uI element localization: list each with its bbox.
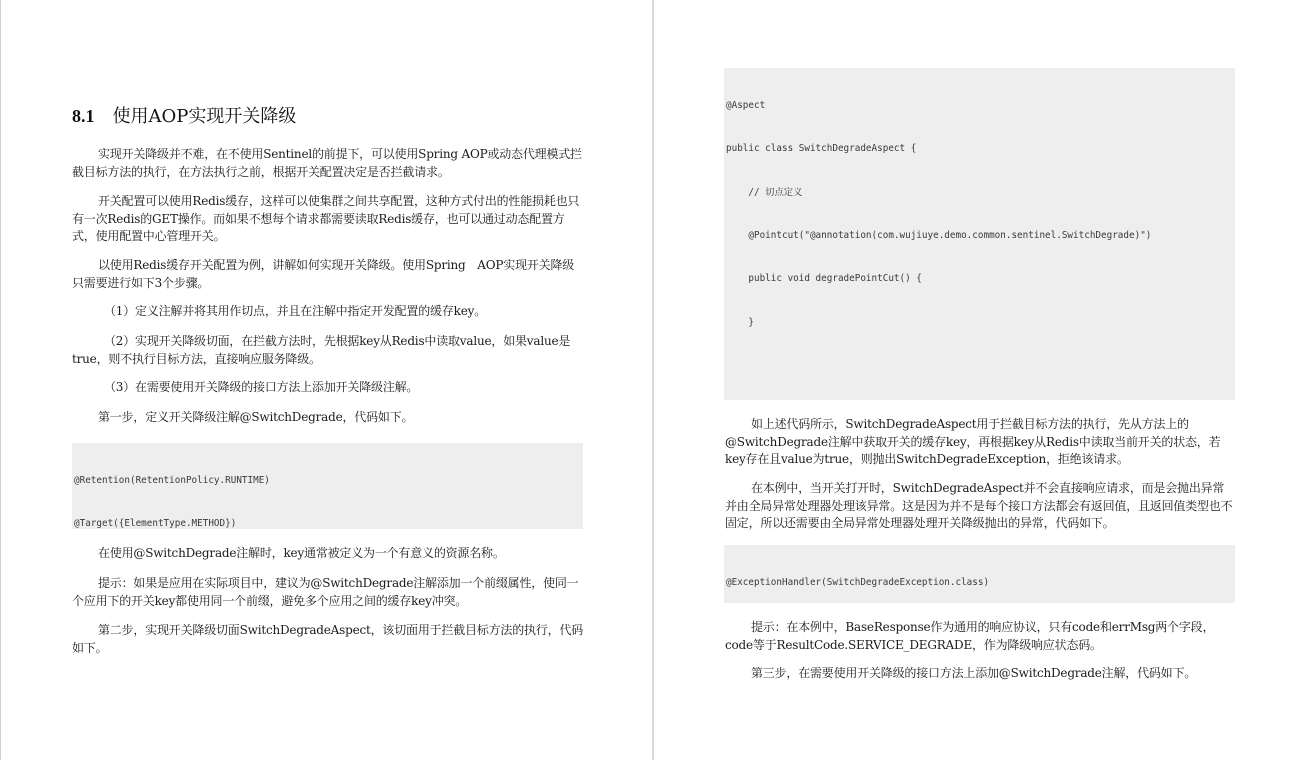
code-line: @Target({ElementType.METHOD}) <box>74 518 237 529</box>
code-line: @ExceptionHandler(SwitchDegradeException.class) <box>726 576 990 588</box>
page-divider <box>652 0 654 760</box>
paragraph-aspect-explanation: 如上述代码所示，SwitchDegradeAspect用于拦截目标方法的执行，先从方法上的@SwitchDegrade注解中获取开关的缓存key，再根据key从Redis中读取当前开关的状态，若key存在且value为true，则抛出SwitchDegradeException，拒绝该请求。 <box>725 417 1221 466</box>
step-item-1: （1）定义注解并将其用作切点，并且在注解中指定开发配置的缓存key。 <box>104 304 486 318</box>
paragraph-tip-prefix: 提示：如果是应用在实际项目中，建议为@SwitchDegrade注解添加一个前缀属性，使同一个应用下的开关key都使用同一个前缀，避免多个应用之间的缓存key冲突。 <box>72 576 579 608</box>
paragraph-step-one: 第一步，定义开关降级注解@SwitchDegrade，代码如下。 <box>98 410 414 424</box>
paragraph-step-two: 第二步，实现开关降级切面SwitchDegradeAspect，该切面用于拦截目标方法的执行，代码如下。 <box>72 623 584 655</box>
code-block-switchdegrade-aspect <box>724 68 1235 400</box>
step-item-3: （3）在需要使用开关降级的接口方法上添加开关降级注解。 <box>104 380 419 394</box>
code-line: @Aspect <box>726 99 766 111</box>
left-page <box>0 0 652 760</box>
section-number: 8.1 <box>72 106 95 126</box>
paragraph-key-usage: 在使用@SwitchDegrade注解时，key通常被定义为一个有意义的资源名称。 <box>98 546 505 560</box>
paragraph-global-exception: 在本例中，当开关打开时，SwitchDegradeAspect并不会直接响应请求，而是会抛出异常并由全局异常处理器处理该异常。这是因为并不是每个接口方法都会有返回值，且返回值类型也不固定，所以还需要由全局异常处理器处理开关降级抛出的异常，代码如下。 <box>725 481 1233 530</box>
step-item-2: （2）实现开关降级切面，在拦截方法时，先根据key从Redis中读取value，如果value是true，则不执行目标方法，直接响应服务降级。 <box>72 334 571 366</box>
section-title: 使用AOP实现开关降级 <box>112 106 297 127</box>
code-line: // 切点定义 <box>726 186 803 198</box>
code-line: @Pointcut("@annotation(com.wujiuye.demo.common.sentinel.SwitchDegrade)") <box>726 229 1152 241</box>
code-line: @Retention(RetentionPolicy.RUNTIME) <box>74 474 270 486</box>
code-line: public void degradePointCut() { <box>726 273 922 285</box>
code-line: public class SwitchDegradeAspect { <box>726 143 917 155</box>
code-line <box>726 359 1233 373</box>
paragraph-tip-baseresponse: 提示：在本例中，BaseResponse作为通用的响应协议，只有code和errMsg两个字段，code等于ResultCode.SERVICE_DEGRADE，作为降级响应状态码。 <box>725 620 1215 652</box>
code-block-exception-handler <box>724 545 1235 603</box>
paragraph-intro: 实现开关降级并不难，在不使用Sentinel的前提下，可以使用Spring AOP或动态代理模式拦截目标方法的执行，在方法执行之前，根据开关配置决定是否拦截请求。 <box>72 147 582 179</box>
paragraph-steps-intro: 以使用Redis缓存开关配置为例，讲解如何实现开关降级。使用Spring AOP实现开关降级只需要进行如下3个步骤。 <box>72 258 575 290</box>
paragraph-step-three: 第三步，在需要使用开关降级的接口方法上添加@SwitchDegrade注解，代码如下。 <box>751 666 1197 680</box>
paragraph-redis-config: 开关配置可以使用Redis缓存，这样可以使集群之间共享配置，这种方式付出的性能损耗也只有一次Redis的GET操作。而如果不想每个请求都需要读取Redis缓存，也可以通过动态配置方式，使用配置中心管理开关。 <box>72 194 580 243</box>
section-heading <box>72 102 296 128</box>
code-block-switchdegrade-annotation <box>72 443 583 529</box>
code-line: } <box>726 316 754 328</box>
